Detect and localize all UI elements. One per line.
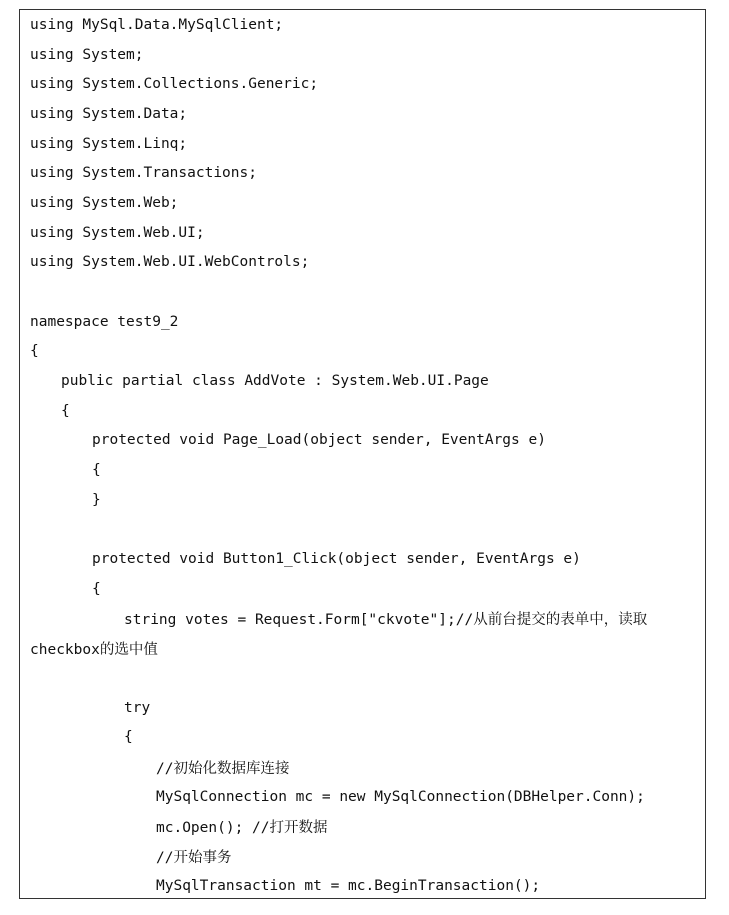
- code-line: namespace test9_2: [30, 313, 179, 330]
- code-line: {: [124, 729, 133, 746]
- code-line: {: [61, 402, 70, 419]
- code-listing-frame: [19, 9, 706, 899]
- code-line: {: [92, 580, 101, 597]
- code-line: using System.Web.UI.WebControls;: [30, 254, 310, 271]
- code-line: //初始化数据库连接: [156, 760, 290, 777]
- code-line: {: [92, 462, 101, 479]
- code-line: mc.Open(); //打开数据: [156, 819, 328, 836]
- code-line: using MySql.Data.MySqlClient;: [30, 16, 284, 33]
- code-line: MySqlTransaction mt = mc.BeginTransaction();: [156, 877, 541, 894]
- code-line: using System.Web;: [30, 194, 179, 211]
- code-line: //开始事务: [156, 849, 232, 866]
- code-line: using System.Data;: [30, 105, 188, 122]
- code-line: using System;: [30, 46, 144, 63]
- code-line: public partial class AddVote : System.Web.UI.Page: [61, 373, 489, 390]
- code-lines: [30, 10, 700, 899]
- code-line: checkbox的选中值: [30, 641, 158, 658]
- code-line: [30, 277, 700, 307]
- code-line: {: [30, 343, 39, 360]
- code-line: try: [124, 699, 151, 716]
- code-line: using System.Transactions;: [30, 165, 257, 182]
- code-line: }: [92, 491, 101, 508]
- code-line: [30, 515, 700, 545]
- code-line: using System.Linq;: [30, 135, 188, 152]
- code-line: protected void Page_Load(object sender, EventArgs e): [92, 432, 546, 449]
- code-line: protected void Button1_Click(object sender, EventArgs e): [92, 551, 581, 568]
- code-line: MySqlConnection mc = new MySqlConnection(DBHelper.Conn);: [156, 788, 645, 805]
- code-line: using System.Web.UI;: [30, 224, 205, 241]
- code-line: using System.Collections.Generic;: [30, 76, 319, 93]
- code-line: [30, 663, 700, 693]
- code-line: string votes = Request.Form["ckvote"];//从前台提交的表单中，读取: [124, 612, 648, 629]
